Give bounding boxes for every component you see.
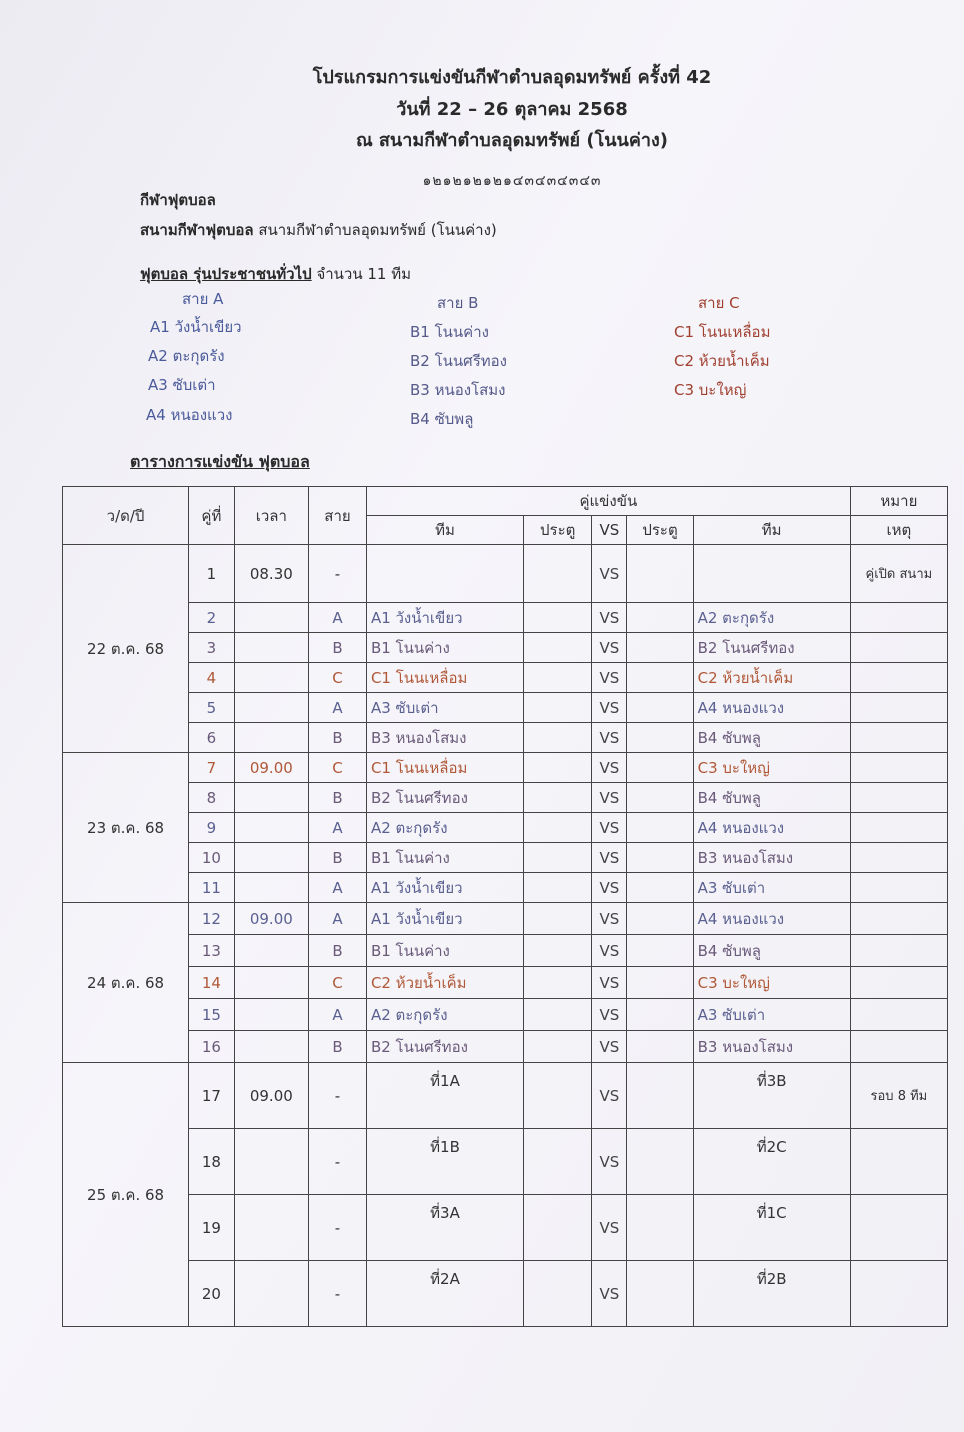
match-note bbox=[850, 1195, 947, 1261]
table-row bbox=[63, 843, 948, 873]
match-group: C bbox=[309, 663, 367, 693]
match-time bbox=[234, 813, 308, 843]
match-group: B bbox=[309, 843, 367, 873]
match-note bbox=[850, 1261, 947, 1327]
vs-label: VS bbox=[592, 1031, 627, 1063]
group-b-team: B4 ซับพลู bbox=[410, 410, 474, 428]
vs-label: VS bbox=[592, 873, 627, 903]
header-vs: VS bbox=[592, 516, 627, 545]
group-a-title: สาย A bbox=[182, 290, 224, 308]
away-score bbox=[627, 935, 693, 967]
away-team: A2 ตะกุดรัง bbox=[693, 603, 850, 633]
home-score bbox=[524, 633, 592, 663]
away-score bbox=[627, 843, 693, 873]
away-score bbox=[627, 603, 693, 633]
match-number: 16 bbox=[189, 1031, 234, 1063]
venue-line bbox=[140, 218, 497, 242]
home-team: B2 โนนศรีทอง bbox=[366, 1031, 523, 1063]
match-time: 09.00 bbox=[234, 903, 308, 935]
table-row bbox=[63, 723, 948, 753]
match-number: 3 bbox=[189, 633, 234, 663]
away-team: ที่1C bbox=[693, 1195, 850, 1261]
match-note bbox=[850, 663, 947, 693]
away-team: ที่2C bbox=[693, 1129, 850, 1195]
match-group: B bbox=[309, 783, 367, 813]
home-team bbox=[366, 545, 523, 603]
table-row bbox=[63, 633, 948, 663]
away-team: A4 หนองแวง bbox=[693, 693, 850, 723]
match-note bbox=[850, 1129, 947, 1195]
home-team: ที่2A bbox=[366, 1261, 523, 1327]
vs-label: VS bbox=[592, 967, 627, 999]
match-group: A bbox=[309, 999, 367, 1031]
table-row bbox=[63, 999, 948, 1031]
table-row bbox=[63, 1031, 948, 1063]
match-time bbox=[234, 663, 308, 693]
match-time bbox=[234, 1195, 308, 1261]
match-time bbox=[234, 873, 308, 903]
match-time bbox=[234, 693, 308, 723]
ornament-divider: ๑๒๑๒๑๒๑๒๑๔๓๔๓๔๓๔๓ bbox=[422, 173, 602, 189]
match-group: C bbox=[309, 967, 367, 999]
table-row bbox=[63, 783, 948, 813]
division-line bbox=[140, 262, 411, 286]
home-team: A1 วังน้ำเขียว bbox=[366, 873, 523, 903]
division-count: จำนวน 11 ทีม bbox=[316, 265, 411, 283]
match-number: 2 bbox=[189, 603, 234, 633]
match-note bbox=[850, 693, 947, 723]
match-number: 8 bbox=[189, 783, 234, 813]
table-row bbox=[63, 903, 948, 935]
match-number: 4 bbox=[189, 663, 234, 693]
home-score bbox=[524, 783, 592, 813]
match-group: A bbox=[309, 873, 367, 903]
match-note bbox=[850, 633, 947, 663]
away-team: B4 ซับพลู bbox=[693, 723, 850, 753]
table-row bbox=[63, 693, 948, 723]
away-score bbox=[627, 967, 693, 999]
schedule-title: ตารางการแข่งขัน ฟุตบอล bbox=[130, 452, 310, 471]
match-number: 9 bbox=[189, 813, 234, 843]
home-score bbox=[524, 545, 592, 603]
date-cell: 25 ต.ค. 68 bbox=[63, 1063, 189, 1327]
header-time: เวลา bbox=[234, 487, 308, 545]
match-number: 7 bbox=[189, 753, 234, 783]
away-team: A4 หนองแวง bbox=[693, 903, 850, 935]
match-note bbox=[850, 843, 947, 873]
match-time bbox=[234, 1031, 308, 1063]
home-score bbox=[524, 999, 592, 1031]
group-c-team: C3 บะใหญ่ bbox=[674, 381, 747, 399]
title-line-3: ณ สนามกีฬาตำบลอุดมทรัพย์ (โนนค่าง) bbox=[355, 130, 669, 151]
away-score bbox=[627, 873, 693, 903]
home-team: ที่1B bbox=[366, 1129, 523, 1195]
away-score bbox=[627, 1129, 693, 1195]
date-cell: 24 ต.ค. 68 bbox=[63, 903, 189, 1063]
home-team: B1 โนนค่าง bbox=[366, 935, 523, 967]
home-team: B1 โนนค่าง bbox=[366, 633, 523, 663]
match-group: - bbox=[309, 545, 367, 603]
away-team: B2 โนนศรีทอง bbox=[693, 633, 850, 663]
match-number: 18 bbox=[189, 1129, 234, 1195]
match-group: A bbox=[309, 603, 367, 633]
vs-label: VS bbox=[592, 603, 627, 633]
match-number: 15 bbox=[189, 999, 234, 1031]
match-number: 19 bbox=[189, 1195, 234, 1261]
match-time bbox=[234, 999, 308, 1031]
away-team: A4 หนองแวง bbox=[693, 813, 850, 843]
match-group: - bbox=[309, 1129, 367, 1195]
match-group: - bbox=[309, 1063, 367, 1129]
home-team: A1 วังน้ำเขียว bbox=[366, 603, 523, 633]
match-time bbox=[234, 603, 308, 633]
division-name: ฟุตบอล รุ่นประชาชนทั่วไป bbox=[140, 265, 312, 283]
home-team: C2 ห้วยน้ำเค็ม bbox=[366, 967, 523, 999]
away-score bbox=[627, 663, 693, 693]
home-score bbox=[524, 753, 592, 783]
away-team: B3 หนองโสมง bbox=[693, 1031, 850, 1063]
away-score bbox=[627, 633, 693, 663]
home-team: A2 ตะกุดรัง bbox=[366, 813, 523, 843]
match-time bbox=[234, 935, 308, 967]
match-note bbox=[850, 873, 947, 903]
away-score bbox=[627, 783, 693, 813]
vs-label: VS bbox=[592, 1195, 627, 1261]
group-b-team: B3 หนองโสมง bbox=[410, 381, 506, 399]
vs-label: VS bbox=[592, 545, 627, 603]
away-team: B4 ซับพลู bbox=[693, 935, 850, 967]
match-group: B bbox=[309, 1031, 367, 1063]
vs-label: VS bbox=[592, 903, 627, 935]
vs-label: VS bbox=[592, 999, 627, 1031]
away-team: C3 บะใหญ่ bbox=[693, 967, 850, 999]
vs-label: VS bbox=[592, 1129, 627, 1195]
away-team: ที่2B bbox=[693, 1261, 850, 1327]
match-time bbox=[234, 967, 308, 999]
home-team: C1 โนนเหลื่อม bbox=[366, 753, 523, 783]
group-a-team: A3 ซับเต่า bbox=[148, 376, 216, 394]
table-row bbox=[63, 545, 948, 603]
home-score bbox=[524, 967, 592, 999]
home-score bbox=[524, 693, 592, 723]
match-time bbox=[234, 633, 308, 663]
header-match-no: คู่ที่ bbox=[189, 487, 234, 545]
home-score bbox=[524, 1261, 592, 1327]
home-team: A2 ตะกุดรัง bbox=[366, 999, 523, 1031]
table-row bbox=[63, 603, 948, 633]
home-score bbox=[524, 1129, 592, 1195]
match-note: คู่เปิด สนาม bbox=[850, 545, 947, 603]
match-time bbox=[234, 843, 308, 873]
match-time: 09.00 bbox=[234, 753, 308, 783]
group-a-team: A1 วังน้ำเขียว bbox=[150, 318, 242, 336]
away-team: B4 ซับพลู bbox=[693, 783, 850, 813]
title-line-1: โปรแกรมการแข่งขันกีฬาตำบลอุดมทรัพย์ ครั้งที่ 42 bbox=[312, 67, 712, 88]
away-team: ที่3B bbox=[693, 1063, 850, 1129]
vs-label: VS bbox=[592, 935, 627, 967]
match-note bbox=[850, 813, 947, 843]
match-group: A bbox=[309, 813, 367, 843]
group-a-team: A4 หนองแวง bbox=[146, 406, 233, 424]
match-number: 13 bbox=[189, 935, 234, 967]
match-group: C bbox=[309, 753, 367, 783]
away-team: C2 ห้วยน้ำเค็ม bbox=[693, 663, 850, 693]
match-time bbox=[234, 723, 308, 753]
home-score bbox=[524, 843, 592, 873]
group-c-team: C1 โนนเหลื่อม bbox=[674, 323, 771, 341]
away-score bbox=[627, 1063, 693, 1129]
table-row bbox=[63, 1195, 948, 1261]
away-score bbox=[627, 999, 693, 1031]
group-a-team: A2 ตะกุดรัง bbox=[148, 347, 225, 365]
match-note bbox=[850, 967, 947, 999]
table-row bbox=[63, 873, 948, 903]
match-number: 5 bbox=[189, 693, 234, 723]
venue-label: สนามกีฬาฟุตบอล bbox=[140, 221, 254, 239]
away-team bbox=[693, 545, 850, 603]
match-group: A bbox=[309, 903, 367, 935]
table-row bbox=[63, 1063, 948, 1129]
vs-label: VS bbox=[592, 1261, 627, 1327]
group-c-title: สาย C bbox=[698, 294, 740, 312]
group-b-team: B2 โนนศรีทอง bbox=[410, 352, 507, 370]
away-team: C3 บะใหญ่ bbox=[693, 753, 850, 783]
vs-label: VS bbox=[592, 663, 627, 693]
match-number: 12 bbox=[189, 903, 234, 935]
match-group: B bbox=[309, 723, 367, 753]
match-number: 1 bbox=[189, 545, 234, 603]
date-cell: 23 ต.ค. 68 bbox=[63, 753, 189, 903]
match-note bbox=[850, 723, 947, 753]
match-note bbox=[850, 783, 947, 813]
schedule-table bbox=[62, 486, 948, 1327]
match-group: A bbox=[309, 693, 367, 723]
match-number: 11 bbox=[189, 873, 234, 903]
header-score-away: ประตู bbox=[627, 516, 693, 545]
match-note bbox=[850, 753, 947, 783]
home-team: A3 ซับเต่า bbox=[366, 693, 523, 723]
home-score bbox=[524, 663, 592, 693]
schedule-body bbox=[63, 545, 948, 1327]
title-line-2: วันที่ 22 – 26 ตุลาคม 2568 bbox=[396, 99, 628, 120]
match-time bbox=[234, 783, 308, 813]
vs-label: VS bbox=[592, 633, 627, 663]
match-group: B bbox=[309, 935, 367, 967]
away-team: A3 ซับเต่า bbox=[693, 873, 850, 903]
away-score bbox=[627, 693, 693, 723]
home-score bbox=[524, 813, 592, 843]
match-note bbox=[850, 903, 947, 935]
table-row bbox=[63, 935, 948, 967]
away-score bbox=[627, 903, 693, 935]
table-row bbox=[63, 967, 948, 999]
match-time: 09.00 bbox=[234, 1063, 308, 1129]
header-team-away: ทีม bbox=[693, 516, 850, 545]
table-row bbox=[63, 753, 948, 783]
home-team: A1 วังน้ำเขียว bbox=[366, 903, 523, 935]
venue-value: สนามกีฬาตำบลอุดมทรัพย์ (โนนค่าง) bbox=[258, 221, 497, 239]
home-score bbox=[524, 723, 592, 753]
match-time bbox=[234, 1261, 308, 1327]
group-b-title: สาย B bbox=[437, 294, 479, 312]
match-note bbox=[850, 999, 947, 1031]
vs-label: VS bbox=[592, 753, 627, 783]
table-row bbox=[63, 1261, 948, 1327]
header-date: ว/ด/ปี bbox=[63, 487, 189, 545]
header-note: หมาย bbox=[850, 487, 947, 516]
header-note-2: เหตุ bbox=[850, 516, 947, 545]
away-team: A3 ซับเต่า bbox=[693, 999, 850, 1031]
away-score bbox=[627, 1195, 693, 1261]
home-score bbox=[524, 1195, 592, 1261]
header-team-home: ทีม bbox=[366, 516, 523, 545]
away-score bbox=[627, 1031, 693, 1063]
match-number: 10 bbox=[189, 843, 234, 873]
match-number: 14 bbox=[189, 967, 234, 999]
vs-label: VS bbox=[592, 783, 627, 813]
home-team: B3 หนองโสมง bbox=[366, 723, 523, 753]
away-score bbox=[627, 813, 693, 843]
header-pairs: คู่แข่งขัน bbox=[366, 487, 850, 516]
header-group: สาย bbox=[309, 487, 367, 545]
away-score bbox=[627, 545, 693, 603]
group-b-team: B1 โนนค่าง bbox=[410, 323, 489, 341]
away-score bbox=[627, 1261, 693, 1327]
match-time: 08.30 bbox=[234, 545, 308, 603]
vs-label: VS bbox=[592, 1063, 627, 1129]
match-number: 20 bbox=[189, 1261, 234, 1327]
match-note bbox=[850, 935, 947, 967]
vs-label: VS bbox=[592, 843, 627, 873]
home-score bbox=[524, 935, 592, 967]
vs-label: VS bbox=[592, 723, 627, 753]
away-team: B3 หนองโสมง bbox=[693, 843, 850, 873]
home-score bbox=[524, 903, 592, 935]
match-number: 17 bbox=[189, 1063, 234, 1129]
header-score-home: ประตู bbox=[524, 516, 592, 545]
date-cell: 22 ต.ค. 68 bbox=[63, 545, 189, 753]
home-team: ที่3A bbox=[366, 1195, 523, 1261]
vs-label: VS bbox=[592, 813, 627, 843]
home-team: B2 โนนศรีทอง bbox=[366, 783, 523, 813]
home-team: ที่1A bbox=[366, 1063, 523, 1129]
home-score bbox=[524, 603, 592, 633]
group-c-team: C2 ห้วยน้ำเค็ม bbox=[674, 352, 770, 370]
away-score bbox=[627, 753, 693, 783]
vs-label: VS bbox=[592, 693, 627, 723]
table-row bbox=[63, 813, 948, 843]
home-score bbox=[524, 1063, 592, 1129]
home-score bbox=[524, 1031, 592, 1063]
match-group: B bbox=[309, 633, 367, 663]
away-score bbox=[627, 723, 693, 753]
table-row bbox=[63, 663, 948, 693]
match-note bbox=[850, 603, 947, 633]
home-score bbox=[524, 873, 592, 903]
home-team: B1 โนนค่าง bbox=[366, 843, 523, 873]
match-note bbox=[850, 1031, 947, 1063]
sport-name: กีฬาฟุตบอล bbox=[140, 191, 216, 209]
table-row bbox=[63, 1129, 948, 1195]
home-team: C1 โนนเหลื่อม bbox=[366, 663, 523, 693]
match-group: - bbox=[309, 1195, 367, 1261]
match-time bbox=[234, 1129, 308, 1195]
match-number: 6 bbox=[189, 723, 234, 753]
match-group: - bbox=[309, 1261, 367, 1327]
match-note: รอบ 8 ทีม bbox=[850, 1063, 947, 1129]
